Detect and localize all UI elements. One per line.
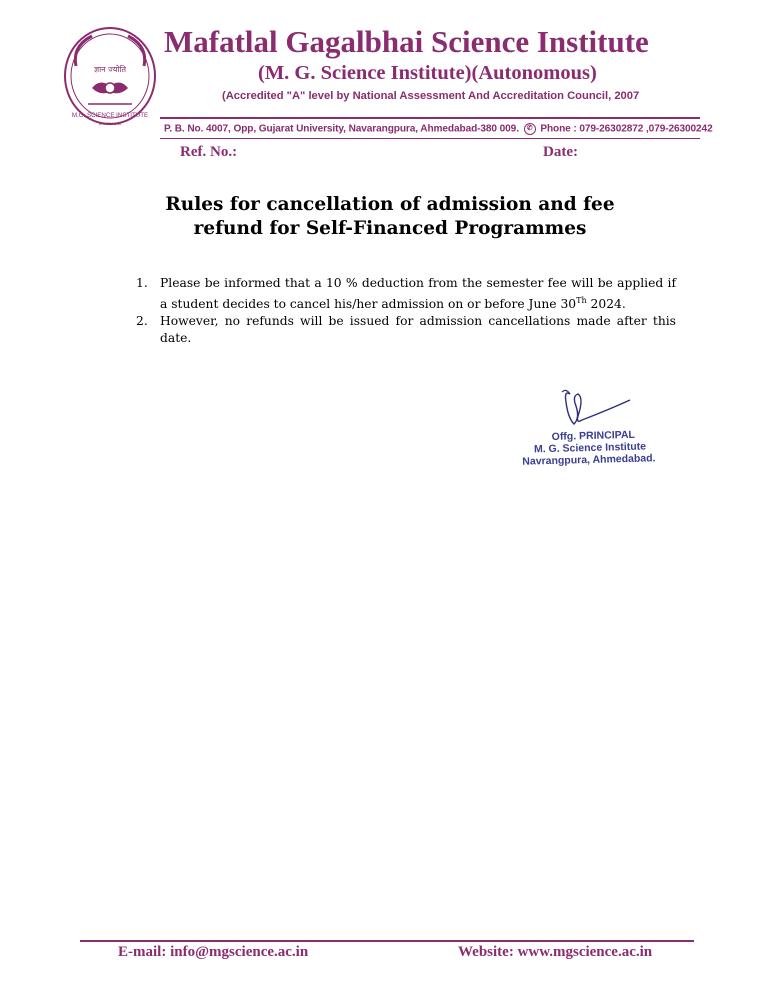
ref-no-label: Ref. No.:: [180, 144, 238, 160]
header-rule-bottom: [160, 138, 700, 139]
accreditation-line: (Accredited "A" level by National Assessment And Accreditation Council, 2007: [222, 90, 640, 102]
footer-website[interactable]: Website: www.mgscience.ac.in: [458, 944, 653, 960]
address-text: P. B. No. 4007, Opp, Gujarat University, Navarangpura, Ahmedabad-380 009.: [164, 123, 519, 135]
title-line-1: Rules for cancellation of admission and fee: [165, 194, 615, 215]
institute-subtitle: (M. G. Science Institute)(Autonomous): [258, 62, 597, 84]
rule-text-end: 2024.: [586, 297, 626, 312]
rule-text: However, no refunds will be issued for admission cancellations made after this date.: [160, 314, 676, 346]
rules-list: [136, 275, 676, 347]
title-line-2: refund for Self-Financed Programmes: [193, 218, 587, 239]
address-line: [164, 123, 713, 135]
principal-stamp: [522, 428, 656, 467]
document-title: [130, 193, 650, 241]
rule-item-1: [136, 275, 676, 313]
institute-name: Mafatlal Gagalbhai Science Institute: [164, 24, 649, 59]
stamp-line-3: Navrangpura, Ahmedabad.: [522, 452, 656, 468]
rule-superscript: Th: [576, 296, 587, 305]
header-rule-top: [160, 117, 700, 119]
institute-logo: [62, 26, 158, 132]
rule-number: 1.: [136, 276, 148, 290]
footer-email[interactable]: E-mail: info@mgscience.ac.in: [118, 944, 309, 960]
stamp-line-2: M. G. Science Institute: [533, 440, 647, 456]
stamp-line-1: Offg. PRINCIPAL: [551, 428, 636, 443]
logo-caption: M.G. SCIENCE INSTITUTE: [71, 112, 149, 119]
footer-rule: [80, 940, 694, 942]
logo-motto: ज्ञान ज्योति: [93, 65, 127, 74]
date-label: Date:: [543, 144, 578, 160]
rule-item-2: [136, 313, 676, 347]
phone-icon: ✆: [524, 123, 536, 135]
logo-city: AHMEDABAD: [98, 122, 122, 126]
phone-text: Phone : 079-26302872 ,079-26300242: [540, 123, 713, 135]
rule-number: 2.: [136, 314, 148, 329]
rule-text: Please be informed that a 10 % deduction from the semester fee will be applied if a student decides to cancel his/her admission on or before June 30: [160, 276, 676, 312]
